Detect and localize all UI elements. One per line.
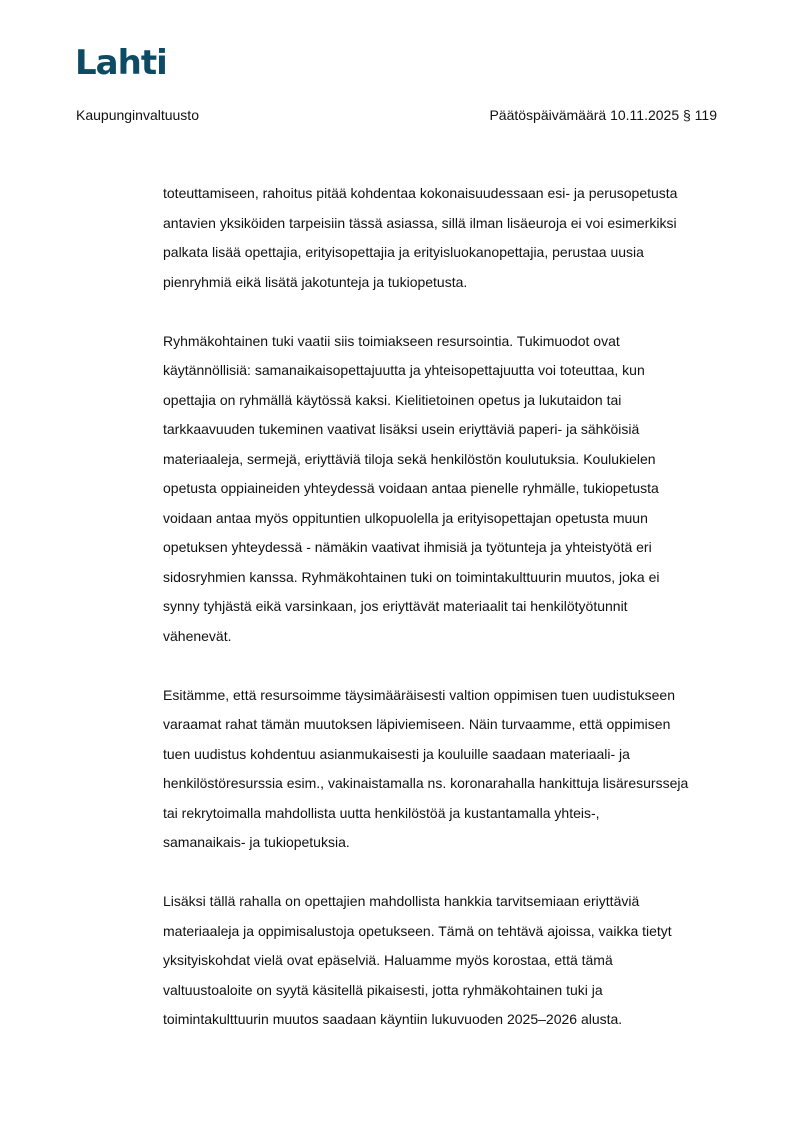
text-line: Lisäksi tällä rahalla on opettajien mahdollista hankkia tarvitsemiaan eriyttäviä (163, 893, 640, 909)
lahti-logo: Lahti (75, 43, 167, 83)
text-line: sidosryhmien kanssa. Ryhmäkohtainen tuki on toimintakulttuurin muutos, joka ei (163, 568, 660, 585)
text-line: Ryhmäkohtainen tuki vaatii siis toimiakseen resursointia. Tukimuodot ovat (163, 332, 620, 349)
text-line: yksityiskohdat vielä ovat epäselviä. Haluamme myös korostaa, että tämä (163, 952, 613, 968)
text-line: vähenevät. (163, 627, 232, 644)
organization-name: Kaupunginvaltuusto (76, 107, 199, 123)
text-line: tarkkaavuuden tukeminen vaativat lisäksi usein eriyttäviä paperi- ja sähköisiä (163, 421, 640, 437)
text-line: synny tyhjästä eikä varsinkaan, jos eriyttävät materiaalit tai henkilötyötunnit (163, 598, 628, 614)
text-line: opetuksen yhteydessä - nämäkin vaativat ihmisiä ja työtunteja ja yhteistyötä eri (163, 539, 652, 555)
text-line: valtuustoaloite on syytä käsitellä pikaisesti, jotta ryhmäkohtainen tuki ja (163, 981, 603, 998)
text-line: materiaaleja, sermejä, eriyttäviä tiloja sekä henkilöstön koulutuksia. Koulukielen (163, 450, 656, 467)
paragraph (163, 681, 723, 858)
text-line: Esitämme, että resursoimme täysimääräisesti valtion oppimisen tuen uudistukseen (163, 686, 676, 703)
text-line: pienryhmiä eikä lisätä jakotunteja ja tukiopetusta. (163, 273, 468, 290)
paragraph (163, 887, 723, 1035)
text-line: toteuttamiseen, rahoitus pitää kohdentaa kokonaisuudessaan esi- ja perusopetusta (163, 185, 678, 201)
decision-date: Päätöspäivämäärä 10.11.2025 § 119 (489, 107, 717, 123)
text-line: tai rekrytoimalla mahdollista uutta henkilöstöä ja kustantamalla yhteis-, (163, 804, 600, 821)
text-line: toimintakulttuurin muutos saadaan käyntiin lukuvuoden 2025–2026 alusta. (163, 1011, 623, 1027)
text-line: käytännöllisiä: samanaikaisopettajuutta ja yhteisopettajuutta voi toteuttaa, kun (163, 362, 645, 378)
text-line: materiaaleja ja oppimisalustoja opetukseen. Tämä on tehtävä ajoissa, vaikka tietyt (163, 922, 672, 939)
paragraph (163, 179, 723, 297)
document-body (163, 179, 723, 1064)
text-line: palkata lisää opettajia, erityisopettajia ja erityisluokanopettajia, perustaa uusia (163, 244, 644, 260)
text-line: samanaikais- ja tukiopetuksia. (163, 834, 350, 850)
text-line: voidaan antaa myös oppituntien ulkopuolella ja erityisopettajan opetusta muun (163, 509, 648, 526)
text-line: henkilöstöresurssia esim., vakinaistamalla ns. koronarahalla hankittuja lisäresursseja (163, 775, 689, 791)
text-line: opettajia on ryhmällä käytössä kaksi. Kielitietoinen opetus ja lukutaidon tai (163, 391, 622, 408)
text-line: opetusta oppiaineiden yhteydessä voidaan antaa pienelle ryhmälle, tukiopetusta (163, 480, 659, 496)
text-line: varaamat rahat tämän muutoksen läpiviemiseen. Näin turvaamme, että oppimisen (163, 716, 671, 732)
text-line: tuen uudistus kohdentuu asianmukaisesti ja kouluille saadaan materiaali- ja (163, 745, 630, 762)
paragraph (163, 327, 723, 652)
text-line: antavien yksiköiden tarpeisiin tässä asiassa, sillä ilman lisäeuroja ei voi esimerkiksi (163, 214, 677, 231)
